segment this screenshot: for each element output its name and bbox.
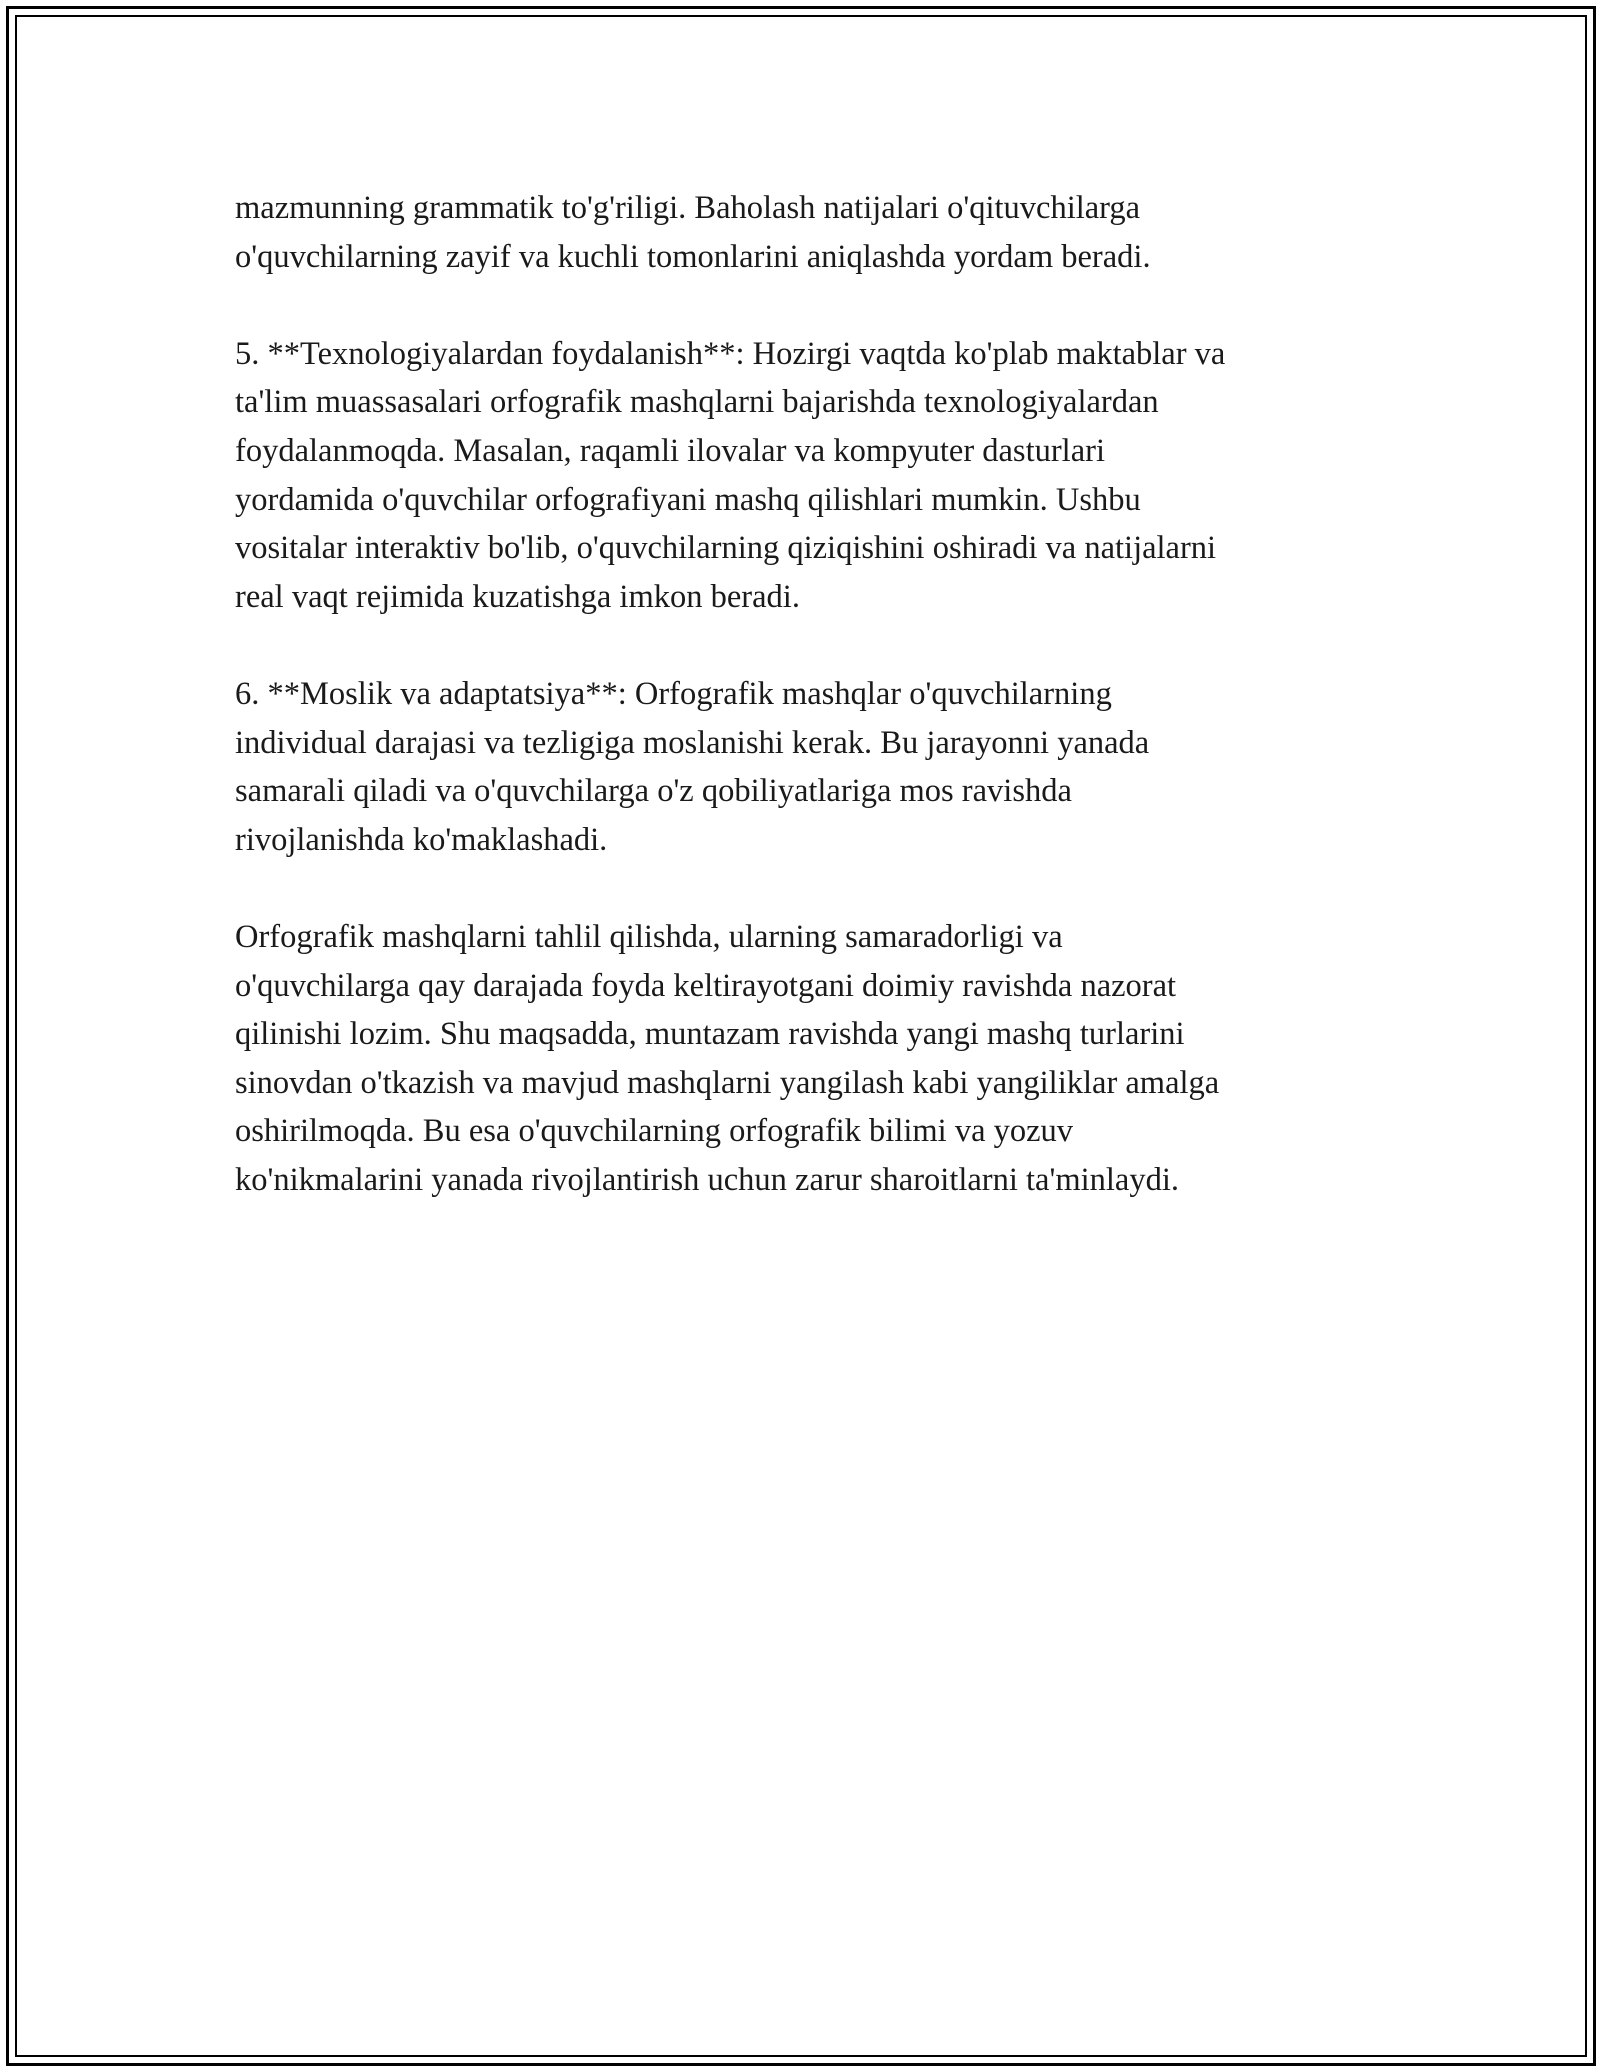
- paragraph-conclusion: Orfografik mashqlarni tahlil qilishda, ularning samaradorligi va o'quvchilarga qay darajada foyda keltirayotgani doimiy ravishda nazorat qilinishi lozim. Shu maqsadda, muntazam ravishda yangi mashq turlarini sinovdan o'tkazish va mavjud mashqlarni yangilash kabi yangiliklar amalga oshirilmoqda. Bu esa o'quvchilarning orfografik bilimi va yozuv ko'nikmalarini yanada rivojlantirish uchun zarur sharoitlarni ta'minlaydi.: [235, 918, 1220, 1198]
- paragraph-technology-use: 5. **Texnologiyalardan foydalanish**: Hozirgi vaqtda ko'plab maktablar va ta'lim muassasalari orfografik mashqlarni bajarishda texnologiyalardan foydalanmoqda. Masalan, raqamli ilovalar va kompyuter dasturlari yordamida o'quvchilar orfografiyani mashq qilishlari mumkin. Ushbu vositalar interaktiv bo'lib, o'quvchilarning qiziqishini oshiradi va natijalarni real vaqt rejimida kuzatishga imkon beradi.: [235, 335, 1226, 615]
- paragraph-adaptation: 6. **Moslik va adaptatsiya**: Orfografik mashqlar o'quvchilarning individual darajasi va tezligiga moslanishi kerak. Bu jarayonni yanada samarali qiladi va o'quvchilarga o'z qobiliyatlariga mos ravishda rivojlanishda ko'maklashadi.: [235, 675, 1150, 858]
- document-body: [235, 184, 1415, 1253]
- paragraph-grammar-assessment: mazmunning grammatik to'g'riligi. Baholash natijalari o'qituvchilarga o'quvchilarning zayif va kuchli tomonlarini aniqlashda yordam beradi.: [235, 190, 1151, 275]
